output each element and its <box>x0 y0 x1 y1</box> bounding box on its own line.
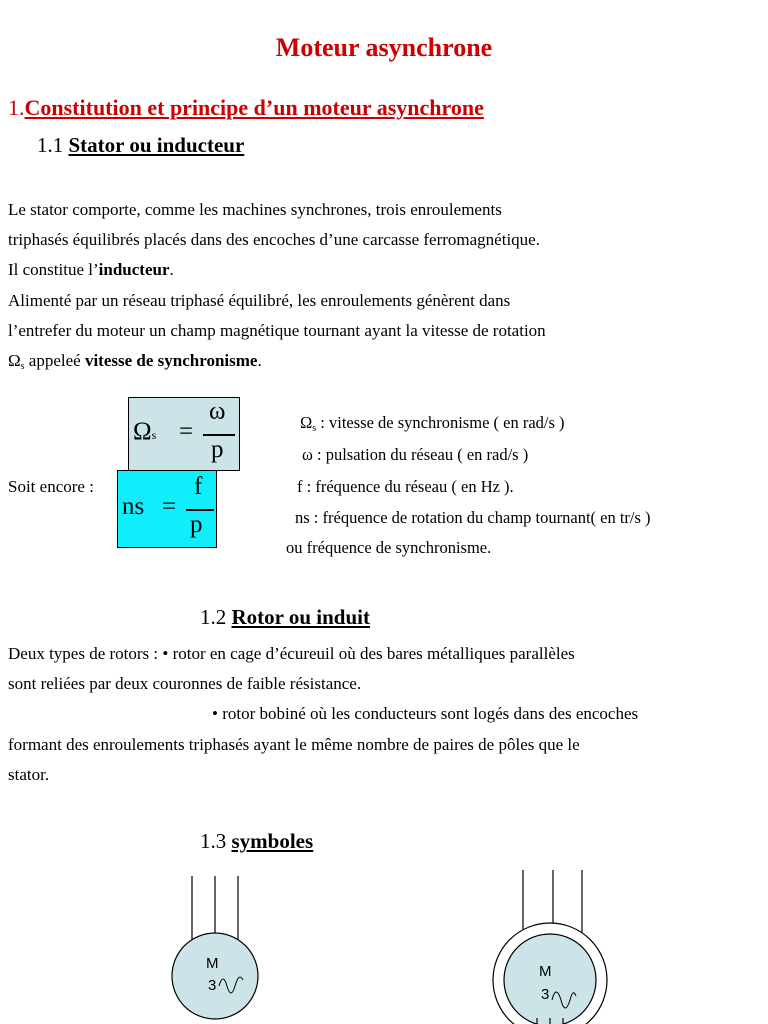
motor-symbols-drawing <box>0 860 768 1024</box>
m1-phase-count: 3 <box>208 977 217 994</box>
rotor-line-3: • rotor bobiné où les conducteurs sont logés dans des encoches <box>212 704 639 724</box>
formula-omega-denominator: p <box>211 436 224 463</box>
section-1-1-heading <box>37 133 244 158</box>
stator-line-3: Il constitue l’inducteur. <box>8 260 174 280</box>
wound-rotor-motor-symbol <box>493 870 607 1024</box>
rotor-line-5: stator. <box>8 764 50 784</box>
section-1-1-number: 1.1 <box>37 133 64 157</box>
rotor-line-4: formant des enroulements triphasés ayant le même nombre de paires de pôles que le <box>8 734 580 754</box>
rotor-line-1: Deux types de rotors : • rotor en cage d’écureuil où des bares métalliques parallèles <box>8 644 575 663</box>
page-title: Moteur asynchrone <box>275 33 493 62</box>
legend-line-5: ou fréquence de synchronisme. <box>286 538 492 557</box>
synchronism-term: vitesse de synchronisme <box>84 351 258 371</box>
inducteur-term: inducteur <box>98 260 170 280</box>
m2-motor-label: M <box>539 963 552 980</box>
stator-paragraph <box>8 195 546 382</box>
section-1-2-title: Rotor ou induit <box>231 605 370 629</box>
soit-encore-label: Soit encore : <box>8 477 94 496</box>
section-1-number: 1. <box>8 95 25 120</box>
squirrel-cage-motor-symbol <box>172 876 258 1019</box>
legend-line-3: f : fréquence du réseau ( en Hz ). <box>297 477 514 496</box>
section-1-3-heading <box>200 829 313 854</box>
stator-line-5: l’entrefer du moteur un champ magnétique tournant ayant la vitesse de rotation <box>8 320 546 340</box>
stator-line-1: Le stator comporte, comme les machines synchrones, trois enroulements <box>8 200 502 219</box>
section-1-1-title: Stator ou inducteur <box>68 133 245 157</box>
stator-line-2: triphasés équilibrés placés dans des encoches d’une carcasse ferromagnétique. <box>8 230 540 250</box>
legend-line-2: ω : pulsation du réseau ( en rad/s ) <box>302 445 529 464</box>
legend-line-4: ns : fréquence de rotation du champ tournant( en tr/s ) <box>295 508 651 527</box>
stator-line-6: $\Omega_s$ appeleé vitesse de synchronisme. <box>8 351 262 373</box>
formula-ns-box <box>117 470 217 548</box>
formula-ns-equals: = <box>162 493 177 520</box>
m1-motor-label: M <box>206 955 219 972</box>
section-1-3-number: 1.3 <box>200 829 227 853</box>
formula-omega-numerator: ω <box>209 398 226 425</box>
stator-line-4: Alimenté par un réseau triphasé équilibré, les enroulements génèrent dans <box>8 290 511 310</box>
rotor-line-2: sont reliées par deux couronnes de faible résistance. <box>8 674 362 694</box>
section-1-3-title: symboles <box>231 829 314 853</box>
m1-motor-circle <box>172 933 258 1019</box>
section-1-2-number: 1.2 <box>200 605 227 629</box>
rotor-paragraph <box>8 639 638 790</box>
formula-ns-numerator: f <box>194 473 203 500</box>
formula-omega-equals: = <box>179 418 194 445</box>
formula-ns-denominator: p <box>190 511 203 538</box>
formula-omega-lhs: Ωs <box>133 418 157 445</box>
legend-line-1: $\Omega_s$ : vitesse de synchronisme ( en rad/s ) <box>300 413 565 434</box>
m2-phase-count: 3 <box>541 986 550 1003</box>
section-1-heading <box>8 95 484 121</box>
formula-omega-box <box>128 397 240 471</box>
section-1-2-heading <box>200 605 370 630</box>
section-1-title: Constitution et principe d’un moteur asynchrone <box>24 95 484 120</box>
formula-ns-lhs: ns <box>122 493 145 520</box>
